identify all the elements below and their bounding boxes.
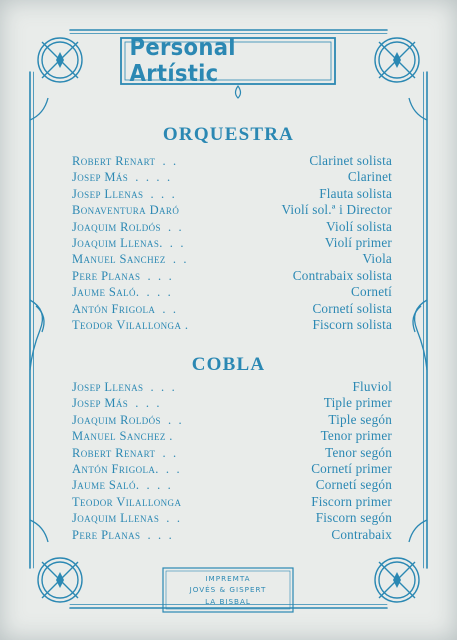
list-item bbox=[72, 477, 392, 493]
performer-name: Pere Planas . . . bbox=[72, 527, 173, 542]
performer-name: Robert Renart . . bbox=[72, 445, 177, 460]
imprint-line-3: LA BISBAL bbox=[205, 596, 251, 606]
performer-name: Antón Frigola. . . bbox=[72, 461, 180, 476]
cobla-list bbox=[72, 379, 392, 543]
list-item bbox=[72, 527, 392, 543]
performer-name: Antón Frigola . . bbox=[72, 301, 177, 316]
performer-role: Flauta solista bbox=[319, 185, 392, 201]
performer-role: Tenor primer bbox=[320, 428, 392, 444]
performer-role: Cornetí primer bbox=[311, 460, 392, 476]
list-item bbox=[72, 445, 392, 461]
performer-name: Teodor Vilallonga . bbox=[72, 317, 189, 332]
imprint-line-2: JOVÉS & GISPERT bbox=[189, 585, 267, 595]
list-item bbox=[72, 251, 392, 267]
cobla-heading: COBLA bbox=[191, 354, 266, 375]
performer-name: Pere Planas . . . bbox=[72, 268, 173, 283]
performer-role: Clarinet solista bbox=[309, 153, 392, 168]
performer-role: Violí primer bbox=[324, 234, 392, 250]
performer-name: Joaquim Roldós . . bbox=[72, 219, 183, 234]
list-item bbox=[72, 202, 392, 218]
list-item bbox=[72, 461, 392, 477]
orquestra-list bbox=[72, 153, 392, 333]
performer-name: Josep Llenas . . . bbox=[72, 186, 176, 201]
list-item bbox=[72, 510, 392, 526]
performer-role: Fluviol bbox=[352, 379, 392, 394]
list-item bbox=[72, 379, 392, 395]
performer-role: Tiple segón bbox=[328, 411, 392, 427]
performer-role: Cornetí segón bbox=[315, 477, 392, 493]
title-box bbox=[121, 35, 335, 87]
list-item bbox=[72, 235, 392, 251]
list-item bbox=[72, 219, 392, 235]
performer-name: Teodor Vilallonga bbox=[72, 494, 182, 509]
list-item bbox=[72, 428, 392, 444]
performer-role: Violí sol.ª i Director bbox=[281, 202, 392, 218]
performer-name: Josep Llenas . . . bbox=[72, 380, 176, 394]
list-item bbox=[72, 412, 392, 428]
performer-role: Clarinet bbox=[347, 169, 392, 185]
list-item bbox=[72, 153, 392, 169]
performer-name: Robert Renart . . bbox=[72, 154, 177, 168]
performer-name: Josep Más . . . bbox=[72, 396, 160, 411]
performer-name: Manuel Sanchez . . bbox=[72, 252, 187, 267]
page-title: Personal Artístic bbox=[129, 35, 236, 87]
performer-role: Contrabaix solista bbox=[292, 267, 392, 283]
performer-role: Cornetí solista bbox=[312, 300, 392, 316]
imprint-line-1: IMPREMTA bbox=[205, 573, 251, 583]
performer-role: Tiple primer bbox=[323, 395, 392, 411]
performer-name: Bonaventura Daró bbox=[72, 203, 180, 218]
printer-imprint bbox=[163, 568, 293, 612]
list-item bbox=[72, 301, 392, 317]
performer-name: Manuel Sanchez . bbox=[72, 429, 173, 444]
list-item bbox=[72, 317, 392, 333]
performer-role: Fiscorn segón bbox=[315, 510, 392, 526]
list-item bbox=[72, 494, 392, 510]
performer-role: Tenor segón bbox=[325, 444, 392, 460]
list-item bbox=[72, 284, 392, 300]
performer-role: Fiscorn primer bbox=[311, 493, 392, 509]
orquestra-heading: ORQUESTRA bbox=[162, 124, 295, 145]
performer-name: Joaquim Llenas. . . bbox=[72, 235, 184, 250]
performer-name: Joaquim Roldós . . bbox=[72, 412, 183, 427]
performer-role: Viola bbox=[362, 251, 392, 267]
performer-name: Joaquim Llenas . . bbox=[72, 511, 181, 526]
list-item bbox=[72, 268, 392, 284]
list-item bbox=[72, 186, 392, 202]
performer-role: Cornetí bbox=[351, 284, 392, 300]
list-item bbox=[72, 169, 392, 185]
list-item bbox=[72, 395, 392, 411]
performer-name: Josep Más . . . . bbox=[72, 170, 171, 185]
performer-name: Jaume Saló. . . . bbox=[72, 285, 172, 300]
performer-role: Fiscorn solista bbox=[312, 316, 392, 332]
performer-role: Violí solista bbox=[326, 218, 392, 234]
performer-role: Contrabaix bbox=[331, 526, 392, 542]
performer-name: Jaume Saló. . . . bbox=[72, 478, 172, 493]
